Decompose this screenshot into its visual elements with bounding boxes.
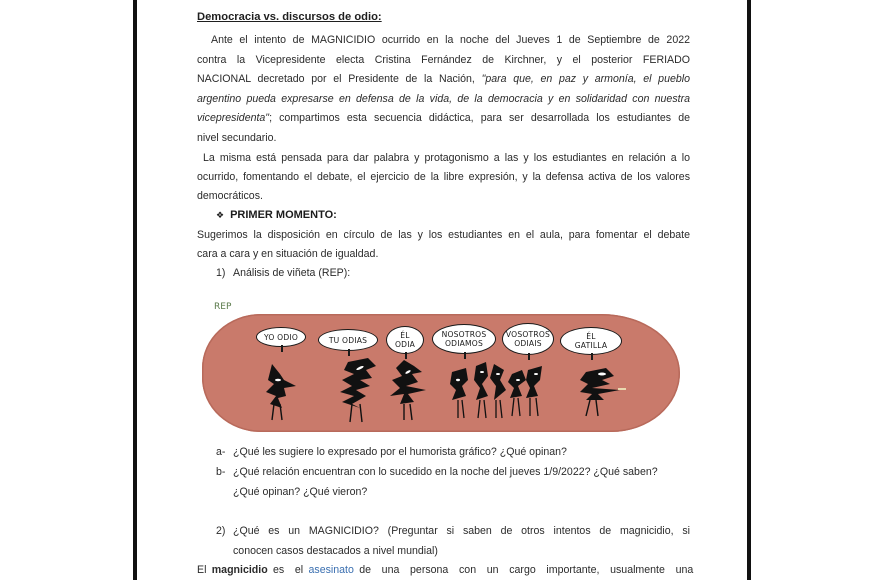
intro-quote-end: vicepresidenta" — [197, 112, 270, 124]
item-1-number: 1) — [216, 267, 226, 279]
cartoon-signature: REP — [214, 302, 232, 312]
intro-line-5 — [197, 111, 690, 125]
speech-bubble-1: YO ODIO — [256, 327, 306, 347]
suggestion-line-1: Sugerimos la disposición en círculo de las y los estudiantes en el aula, para fomentar el debate — [197, 229, 690, 241]
second-line-3: democráticos. — [197, 190, 263, 202]
question-b-text: ¿Qué relación encuentran con lo sucedido en la noche del jueves 1/9/2022? ¿Qué saben? — [233, 466, 658, 478]
speech-bubble-2: TU ODIAS — [318, 329, 378, 351]
silhouette-figures — [266, 358, 620, 422]
intro-line-1: Ante el intento de MAGNICIDIO ocurrido en la noche del Jueves 1 de Septiembre de 2022 — [211, 34, 690, 46]
question-b — [216, 465, 658, 479]
definition-line — [197, 563, 693, 577]
speech-bubble-4: NOSOTROS ODIAMOS — [432, 324, 496, 354]
second-line-2: ocurrido, fomentando el debate, el ejercicio de la libre expresión, y la defensa activa de los valores — [197, 171, 690, 183]
cartoon-image — [200, 300, 690, 440]
page-border-right — [747, 0, 751, 580]
definition-mid: es el — [267, 564, 309, 576]
question-a-marker: a- — [216, 446, 226, 458]
question-b-marker: b- — [216, 466, 226, 478]
suggestion-line-2: cara a cara y en situación de igualdad. — [197, 248, 379, 260]
intro-line-5-rest: ; compartimos esta secuencia didáctica, para ser desarrollada los estudiantes de — [269, 112, 690, 124]
document-page — [137, 0, 747, 580]
item-2 — [216, 524, 690, 538]
question-b-line-2: ¿Qué opinan? ¿Qué vieron? — [233, 486, 368, 498]
item-2-text: ¿Qué es un MAGNICIDIO? (Preguntar si saben de otros intentos de magnicidio, si — [233, 525, 690, 537]
intro-line-6: nivel secundario. — [197, 132, 277, 144]
item-2-number: 2) — [216, 525, 226, 537]
item-1-label: Análisis de viñeta (REP): — [233, 267, 351, 279]
section-heading — [216, 208, 337, 223]
figure-eyes — [275, 365, 606, 381]
speech-bubble-3: ÉL ODIA — [386, 326, 424, 354]
question-a-text: ¿Qué les sugiere lo expresado por el humorista gráfico? ¿Qué opinan? — [233, 446, 567, 458]
intro-quote-start: "para que, en paz y armonía, el pueblo — [481, 73, 690, 85]
item-1 — [216, 266, 350, 280]
asesinato-link[interactable]: asesinato — [308, 564, 354, 576]
intro-line-3-text: NACIONAL decretado por el Presidente de la Nación, — [197, 73, 482, 85]
speech-bubble-6: ÉL GATILLA — [560, 327, 622, 355]
cartoon-figures — [200, 300, 690, 440]
definition-term: magnicidio — [211, 564, 268, 576]
intro-line-3 — [197, 72, 690, 86]
speech-bubble-5: VOSOTROS ODIAIS — [502, 323, 554, 355]
gun-icon — [618, 388, 626, 390]
definition-rest: de una persona con un cargo importante, usualmente una — [353, 564, 694, 576]
section-heading-label: PRIMER MOMENTO: — [230, 209, 337, 221]
second-line-1: La misma está pensada para dar palabra y protagonismo a las y los estudiantes en relación a lo — [203, 152, 690, 164]
definition-prefix: El — [197, 564, 212, 576]
item-2-line-2: conocen casos destacados a nivel mundial) — [233, 545, 438, 557]
diamond-bullet-icon: ❖ — [216, 211, 225, 221]
intro-line-4: argentino pueda expresarse en defensa de la vida, de la democracia y en solidaridad con nuestra — [197, 93, 690, 105]
question-a — [216, 445, 567, 459]
intro-line-2: contra la Vicepresidente electa Cristina Fernández de Kirchner, y el posterior FERIADO — [197, 54, 690, 66]
document-title: Democracia vs. discursos de odio: — [197, 11, 382, 23]
